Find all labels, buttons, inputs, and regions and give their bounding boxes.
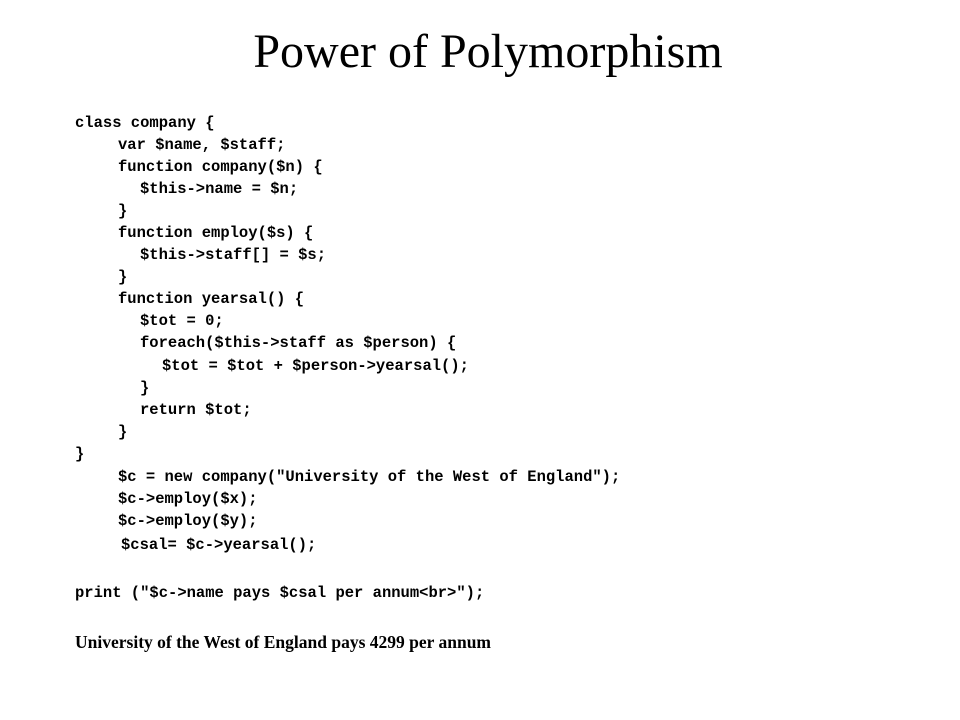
code-line: $c->employ($y); xyxy=(118,512,258,530)
code-line: } xyxy=(118,268,128,286)
program-output: University of the West of England pays 4299 per annum xyxy=(75,632,492,652)
code-line: class company { xyxy=(75,114,215,132)
code-line: function employ($s) { xyxy=(118,224,314,242)
code-line: $tot = 0; xyxy=(140,312,224,330)
code-line: } xyxy=(118,202,128,220)
code-line: } xyxy=(140,379,150,397)
code-line: $c = new company("University of the West of England"); xyxy=(118,468,621,486)
code-line: } xyxy=(118,423,128,441)
code-line: $c->employ($x); xyxy=(118,490,258,508)
code-line: var $name, $staff; xyxy=(118,136,286,154)
code-line: $this->staff[] = $s; xyxy=(140,246,327,264)
code-line: $tot = $tot + $person->yearsal(); xyxy=(162,357,469,375)
slide-title: Power of Polymorphism xyxy=(253,25,723,78)
code-line: function yearsal() { xyxy=(118,290,305,308)
code-line: foreach($this->staff as $person) { xyxy=(140,334,457,352)
code-line: print ("$c->name pays $csal per annum<br>"); xyxy=(75,584,485,602)
code-line: $csal= $c->yearsal(); xyxy=(121,536,317,554)
code-line: return $tot; xyxy=(140,401,252,419)
code-line: function company($n) { xyxy=(118,158,323,176)
code-line: $this->name = $n; xyxy=(140,180,299,198)
code-line: } xyxy=(75,445,85,463)
